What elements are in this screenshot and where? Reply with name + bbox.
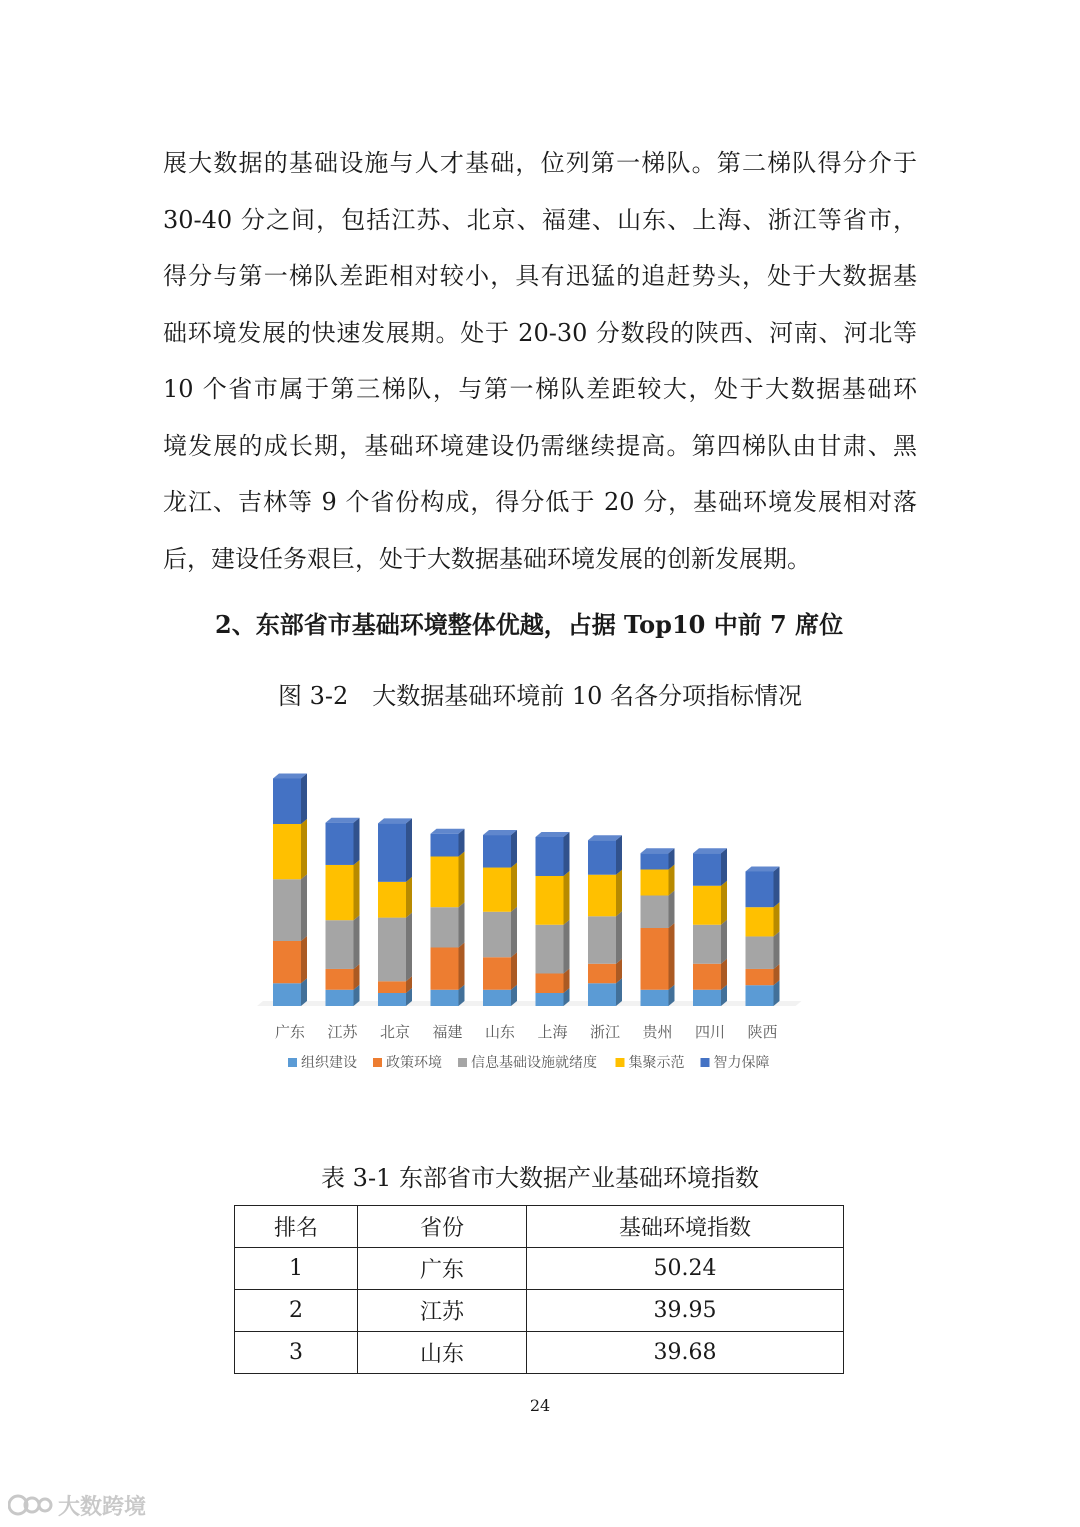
x-tick-label: 贵州 xyxy=(642,1023,673,1041)
bar-segment-四川-政策环境 xyxy=(693,964,721,990)
bar-segment-上海-政策环境 xyxy=(536,974,564,994)
x-tick-label: 陕西 xyxy=(747,1023,778,1041)
header-province: 省份 xyxy=(358,1206,527,1248)
bar-segment-陕西-信息基础设施就绪度 xyxy=(746,936,774,969)
stacked-bar-chart xyxy=(240,740,840,1090)
bar-side-福建-政策环境 xyxy=(459,943,465,990)
cell-index: 50.24 xyxy=(527,1248,844,1290)
legend-swatch xyxy=(373,1058,382,1067)
table-row xyxy=(235,1290,844,1332)
watermark xyxy=(8,1488,146,1522)
bar-segment-福建-信息基础设施就绪度 xyxy=(431,907,459,947)
legend-swatch xyxy=(616,1058,625,1067)
bar-segment-广东-集聚示范 xyxy=(273,824,301,879)
cell-province: 江苏 xyxy=(358,1290,527,1332)
legend-swatch xyxy=(701,1058,710,1067)
bar-segment-贵州-政策环境 xyxy=(641,928,669,990)
bar-side-浙江-智力保障 xyxy=(616,835,622,874)
bar-segment-贵州-信息基础设施就绪度 xyxy=(641,896,669,929)
bar-segment-北京-智力保障 xyxy=(378,823,406,882)
page-number: 24 xyxy=(529,1396,551,1415)
bar-top-福建 xyxy=(431,829,465,834)
x-tick-label: 上海 xyxy=(537,1023,568,1041)
bar-segment-广东-智力保障 xyxy=(273,779,301,825)
x-tick-label: 四川 xyxy=(694,1023,726,1041)
bar-side-贵州-信息基础设施就绪度 xyxy=(669,891,675,929)
x-tick-label: 北京 xyxy=(379,1023,411,1041)
cell-province: 山东 xyxy=(358,1332,527,1374)
bar-side-江苏-信息基础设施就绪度 xyxy=(354,915,360,969)
legend-label: 集聚示范 xyxy=(628,1055,685,1071)
bar-segment-浙江-集聚示范 xyxy=(588,875,616,917)
bar-side-广东-信息基础设施就绪度 xyxy=(301,874,307,941)
table-row xyxy=(235,1332,844,1374)
bar-side-北京-集聚示范 xyxy=(406,877,412,918)
bar-segment-福建-智力保障 xyxy=(431,834,459,857)
bar-segment-北京-集聚示范 xyxy=(378,882,406,918)
bar-segment-山东-政策环境 xyxy=(483,957,511,990)
table-caption: 表 3-1 东部省市大数据产业基础环境指数 xyxy=(321,1164,759,1192)
header-index: 基础环境指数 xyxy=(527,1206,844,1248)
bar-segment-浙江-智力保障 xyxy=(588,840,616,874)
bar-segment-四川-智力保障 xyxy=(693,853,721,886)
legend-label: 政策环境 xyxy=(386,1055,442,1071)
watermark-logo-icon xyxy=(8,1490,54,1520)
bar-side-山东-集聚示范 xyxy=(511,863,517,912)
body-paragraph xyxy=(163,135,917,587)
bar-segment-江苏-信息基础设施就绪度 xyxy=(326,920,354,969)
paragraph-line: 境发展的成长期，基础环境建设仍需继续提高。第四梯队由甘肃、黑 xyxy=(163,431,917,460)
bar-segment-上海-信息基础设施就绪度 xyxy=(536,925,564,974)
bar-segment-陕西-集聚示范 xyxy=(746,907,774,936)
bar-side-山东-信息基础设施就绪度 xyxy=(511,907,517,958)
table-header-row xyxy=(235,1206,844,1248)
bar-segment-山东-组织建设 xyxy=(483,990,511,1006)
bar-segment-四川-组织建设 xyxy=(693,990,721,1006)
x-tick-label: 山东 xyxy=(484,1023,516,1041)
bar-segment-江苏-智力保障 xyxy=(326,823,354,865)
bar-segment-上海-集聚示范 xyxy=(536,876,564,925)
cell-rank: 1 xyxy=(235,1248,358,1290)
bar-side-山东-智力保障 xyxy=(511,830,517,868)
bar-top-山东 xyxy=(483,830,517,835)
bar-side-四川-信息基础设施就绪度 xyxy=(721,920,727,964)
paragraph-line: 后，建设任务艰巨，处于大数据基础环境发展的创新发展期。 xyxy=(163,544,811,573)
paragraph-line: 龙江、吉林等 9 个省份构成，得分低于 20 分，基础环境发展相对落 xyxy=(163,488,917,516)
bar-side-江苏-智力保障 xyxy=(354,818,360,865)
bar-side-福建-信息基础设施就绪度 xyxy=(459,902,465,947)
legend-swatch xyxy=(458,1058,467,1067)
bar-segment-江苏-政策环境 xyxy=(326,969,354,990)
legend-swatch xyxy=(288,1058,297,1067)
bar-segment-浙江-信息基础设施就绪度 xyxy=(588,916,616,963)
bar-segment-山东-集聚示范 xyxy=(483,868,511,912)
x-tick-label: 广东 xyxy=(274,1023,306,1041)
index-table xyxy=(234,1205,844,1374)
bar-side-广东-智力保障 xyxy=(301,774,307,825)
bar-side-北京-信息基础设施就绪度 xyxy=(406,913,412,982)
bar-side-山东-政策环境 xyxy=(511,952,517,990)
bar-segment-福建-集聚示范 xyxy=(431,857,459,908)
cell-province: 广东 xyxy=(358,1248,527,1290)
bar-segment-贵州-集聚示范 xyxy=(641,870,669,896)
bar-segment-山东-信息基础设施就绪度 xyxy=(483,912,511,958)
bar-segment-山东-智力保障 xyxy=(483,835,511,868)
bar-segment-四川-集聚示范 xyxy=(693,886,721,925)
x-tick-label: 浙江 xyxy=(589,1023,621,1041)
legend-label: 组织建设 xyxy=(301,1055,357,1071)
bar-side-上海-集聚示范 xyxy=(564,871,570,925)
bar-side-四川-集聚示范 xyxy=(721,881,727,925)
bar-side-广东-政策环境 xyxy=(301,936,307,983)
paragraph-line: 展大数据的基础设施与人才基础，位列第一梯队。第二梯队得分介于 xyxy=(163,149,917,177)
bar-segment-福建-组织建设 xyxy=(431,990,459,1006)
bar-side-北京-智力保障 xyxy=(406,818,412,882)
bar-segment-贵州-组织建设 xyxy=(641,990,669,1006)
bar-segment-浙江-政策环境 xyxy=(588,964,616,984)
bar-segment-广东-组织建设 xyxy=(273,983,301,1006)
bar-side-陕西-智力保障 xyxy=(774,866,780,907)
paragraph-line: 得分与第一梯队差距相对较小，具有迅猛的追赶势头，处于大数据基 xyxy=(163,262,917,290)
bar-segment-浙江-组织建设 xyxy=(588,983,616,1006)
bar-side-浙江-集聚示范 xyxy=(616,870,622,917)
bar-segment-福建-政策环境 xyxy=(431,948,459,990)
bar-segment-江苏-组织建设 xyxy=(326,990,354,1006)
bar-segment-北京-政策环境 xyxy=(378,981,406,993)
bar-segment-陕西-政策环境 xyxy=(746,969,774,985)
bar-top-广东 xyxy=(273,774,307,779)
paragraph-line: 10 个省市属于第三梯队，与第一梯队差距较大，处于大数据基础环 xyxy=(163,375,917,403)
bar-side-四川-智力保障 xyxy=(721,848,727,886)
figure-caption: 图 3-2 大数据基础环境前 10 名各分项指标情况 xyxy=(277,682,803,710)
watermark-text: 大数跨境 xyxy=(58,1494,147,1520)
cell-rank: 3 xyxy=(235,1332,358,1374)
bar-segment-上海-组织建设 xyxy=(536,993,564,1006)
bar-segment-北京-信息基础设施就绪度 xyxy=(378,918,406,982)
cell-rank: 2 xyxy=(235,1290,358,1332)
bar-side-陕西-信息基础设施就绪度 xyxy=(774,931,780,969)
bar-side-浙江-信息基础设施就绪度 xyxy=(616,911,622,963)
paragraph-line: 础环境发展的快速发展期。处于 20-30 分数段的陕西、河南、河北等 xyxy=(163,318,917,347)
cell-index: 39.95 xyxy=(527,1290,844,1332)
table-row xyxy=(235,1248,844,1290)
bar-segment-四川-信息基础设施就绪度 xyxy=(693,925,721,964)
x-tick-label: 江苏 xyxy=(327,1023,358,1041)
bar-side-广东-集聚示范 xyxy=(301,819,307,879)
bar-segment-陕西-智力保障 xyxy=(746,871,774,907)
header-rank: 排名 xyxy=(235,1206,358,1248)
section-heading: 2、东部省市基础环境整体优越，占据 Top10 中前 7 席位 xyxy=(215,610,844,639)
legend-label: 信息基础设施就绪度 xyxy=(471,1055,597,1071)
bar-side-贵州-政策环境 xyxy=(669,923,675,990)
bar-top-北京 xyxy=(378,818,412,823)
bar-segment-上海-智力保障 xyxy=(536,837,564,876)
x-tick-label: 福建 xyxy=(432,1023,463,1041)
bar-side-四川-政策环境 xyxy=(721,959,727,990)
bar-side-福建-集聚示范 xyxy=(459,852,465,908)
bar-segment-江苏-集聚示范 xyxy=(326,865,354,920)
bar-side-上海-信息基础设施就绪度 xyxy=(564,920,570,974)
bar-segment-广东-政策环境 xyxy=(273,941,301,983)
bar-side-陕西-集聚示范 xyxy=(774,902,780,936)
bar-side-贵州-集聚示范 xyxy=(669,865,675,896)
bar-segment-北京-组织建设 xyxy=(378,993,406,1006)
cell-index: 39.68 xyxy=(527,1332,844,1374)
bar-segment-贵州-智力保障 xyxy=(641,853,669,869)
bar-segment-陕西-组织建设 xyxy=(746,985,774,1006)
bar-side-江苏-集聚示范 xyxy=(354,860,360,920)
legend-label: 智力保障 xyxy=(713,1055,770,1071)
bar-side-上海-智力保障 xyxy=(564,832,570,876)
bar-segment-广东-信息基础设施就绪度 xyxy=(273,879,301,941)
paragraph-line: 30-40 分之间，包括江苏、北京、福建、山东、上海、浙江等省市， xyxy=(163,205,917,234)
